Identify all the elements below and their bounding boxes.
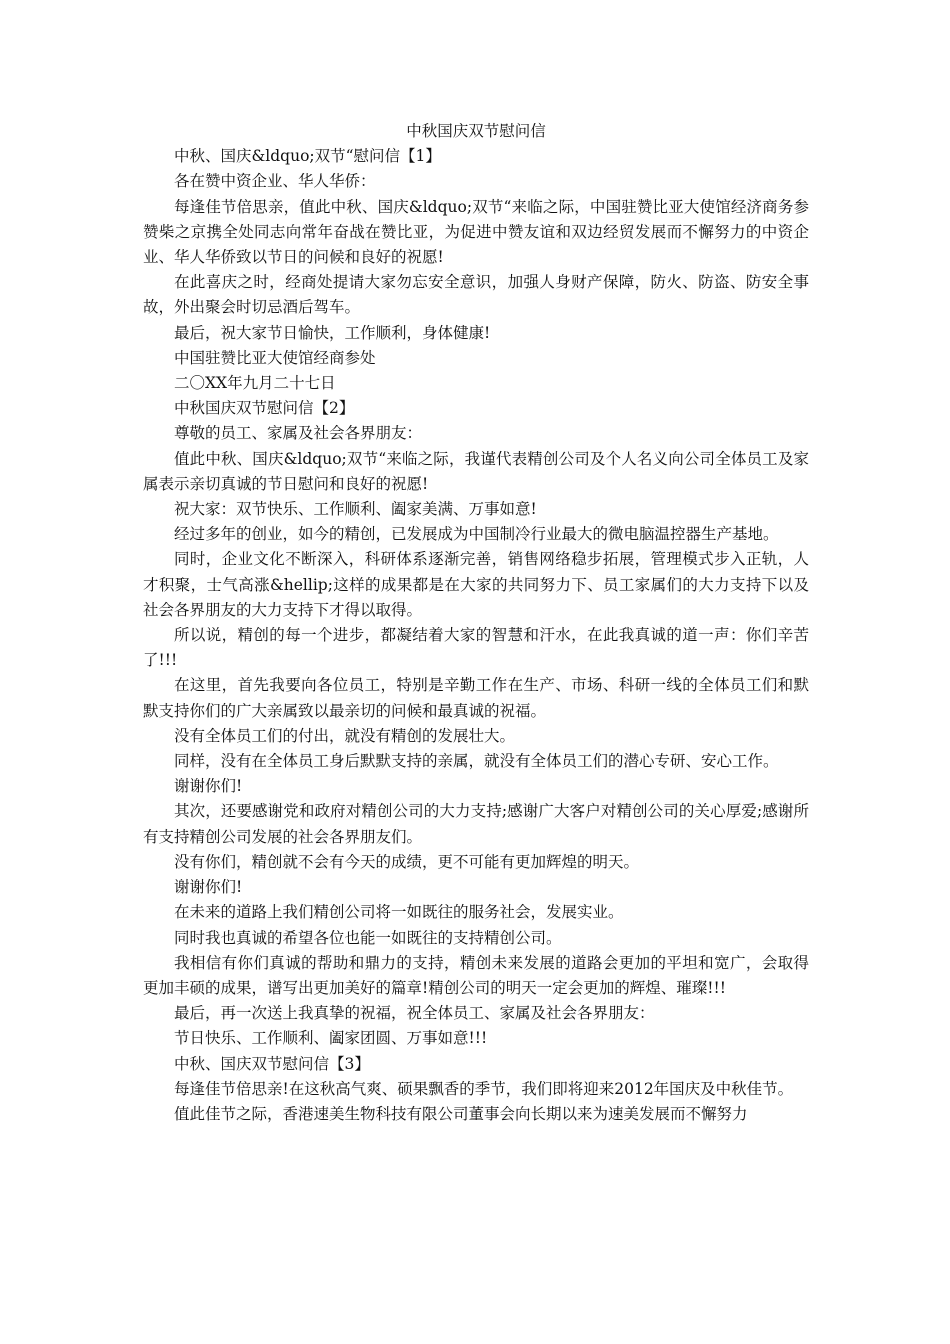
paragraph-letter2-body-9: 其次，还要感谢党和政府对精创公司的大力支持;感谢广大客户对精创公司的关心厚爱;感谢所有支持精创公司发展的社会各界朋友们。 — [143, 802, 809, 846]
paragraph-letter1-heading: 中秋、国庆&ldquo;双节“慰问信【1】 — [174, 147, 441, 166]
paragraph-letter1-salutation: 各在赞中资企业、华人华侨： — [174, 172, 376, 191]
paragraph-letter3-body-1: 每逢佳节倍思亲!在这秋高气爽、硕果飘香的季节，我们即将迎来2012年国庆及中秋佳节。 — [174, 1079, 794, 1098]
paragraph-letter1-closing: 最后，祝大家节日愉快，工作顺利，身体健康! — [174, 323, 491, 342]
paragraph-letter2-body-11: 在未来的道路上我们精创公司将一如既往的服务社会，发展实业。 — [174, 903, 624, 922]
paragraph-letter1-body-1: 每逢佳节倍思亲，值此中秋、国庆&ldquo;双节“来临之际，中国驻赞比亚大使馆经济商务参赞柴之京携全处同志向常年奋战在赞比亚，为促进中赞友谊和双边经贸发展而不懈努力的中资企业、华人华侨致以节日的问候和良好的祝愿! — [143, 197, 809, 267]
paragraph-letter2-body-10: 没有你们，精创就不会有今天的成绩，更不可能有更加辉煌的明天。 — [174, 852, 640, 871]
paragraph-letter2-heading: 中秋国庆双节慰问信【2】 — [174, 399, 355, 418]
paragraph-letter1-signature: 中国驻赞比亚大使馆经商参处 — [174, 348, 376, 367]
document-title: 中秋国庆双节慰问信 — [406, 122, 546, 140]
paragraph-letter2-body-3: 经过多年的创业，如今的精创，已发展成为中国制冷行业最大的微电脑温控器生产基地。 — [174, 525, 779, 544]
paragraph-letter2-body-13: 我相信有你们真诚的帮助和鼎力的支持，精创未来发展的道路会更加的平坦和宽广，会取得更加丰硕的成果，谱写出更加美好的篇章!精创公司的明天一定会更加的辉煌、璀璨!!! — [143, 953, 809, 997]
paragraph-letter2-body-4: 同时，企业文化不断深入，科研体系逐渐完善，销售网络稳步拓展，管理模式步入正轨，人才积聚，士气高涨&hellip;这样的成果都是在大家的共同努力下、员工家属们的大力支持下以及社会各界朋友的大力支持下才得以取得。 — [143, 550, 809, 619]
paragraph-letter1-date: 二〇XX年九月二十七日 — [174, 374, 336, 393]
paragraph-letter2-body-5: 所以说，精创的每一个进步，都凝结着大家的智慧和汗水，在此我真诚的道一声：你们辛苦了!!! — [143, 626, 809, 670]
document-page — [143, 119, 809, 1127]
paragraph-letter2-body-6: 在这里，首先我要向各位员工，特别是辛勤工作在生产、市场、科研一线的全体员工们和默默支持你们的广大亲属致以最亲切的问候和最真诚的祝福。 — [143, 676, 809, 720]
paragraph-letter3-body-2: 值此佳节之际，香港速美生物科技有限公司董事会向长期以来为速美发展而不懈努力 — [174, 1104, 748, 1123]
paragraph-letter2-thanks-2: 谢谢你们! — [174, 878, 243, 897]
paragraph-letter2-body-1: 值此中秋、国庆&ldquo;双节“来临之际，我谨代表精创公司及个人名义向公司全体员工及家属表示亲切真诚的节日慰问和良好的祝愿! — [143, 449, 809, 493]
paragraph-letter2-wishes: 节日快乐、工作顺利、阖家团圆、万事如意!!! — [174, 1029, 488, 1048]
paragraph-letter2-body-2: 祝大家：双节快乐、工作顺利、阖家美满、万事如意! — [174, 500, 537, 519]
paragraph-letter2-thanks-1: 谢谢你们! — [174, 777, 243, 796]
paragraph-letter2-closing: 最后，再一次送上我真挚的祝福，祝全体员工、家属及社会各界朋友： — [174, 1004, 655, 1023]
paragraph-letter2-body-7: 没有全体员工们的付出，就没有精创的发展壮大。 — [174, 726, 516, 745]
paragraph-letter2-salutation: 尊敬的员工、家属及社会各界朋友： — [174, 424, 423, 443]
paragraph-letter1-body-2: 在此喜庆之时，经商处提请大家勿忘安全意识，加强人身财产保障，防火、防盗、防安全事故，外出聚会时切忌酒后驾车。 — [143, 273, 809, 317]
paragraph-letter2-body-12: 同时我也真诚的希望各位也能一如既往的支持精创公司。 — [174, 928, 562, 947]
paragraph-letter3-heading: 中秋、国庆双节慰问信【3】 — [174, 1054, 370, 1073]
paragraph-letter2-body-8: 同样，没有在全体员工身后默默支持的亲属，就没有全体员工们的潜心专研、安心工作。 — [174, 752, 779, 771]
